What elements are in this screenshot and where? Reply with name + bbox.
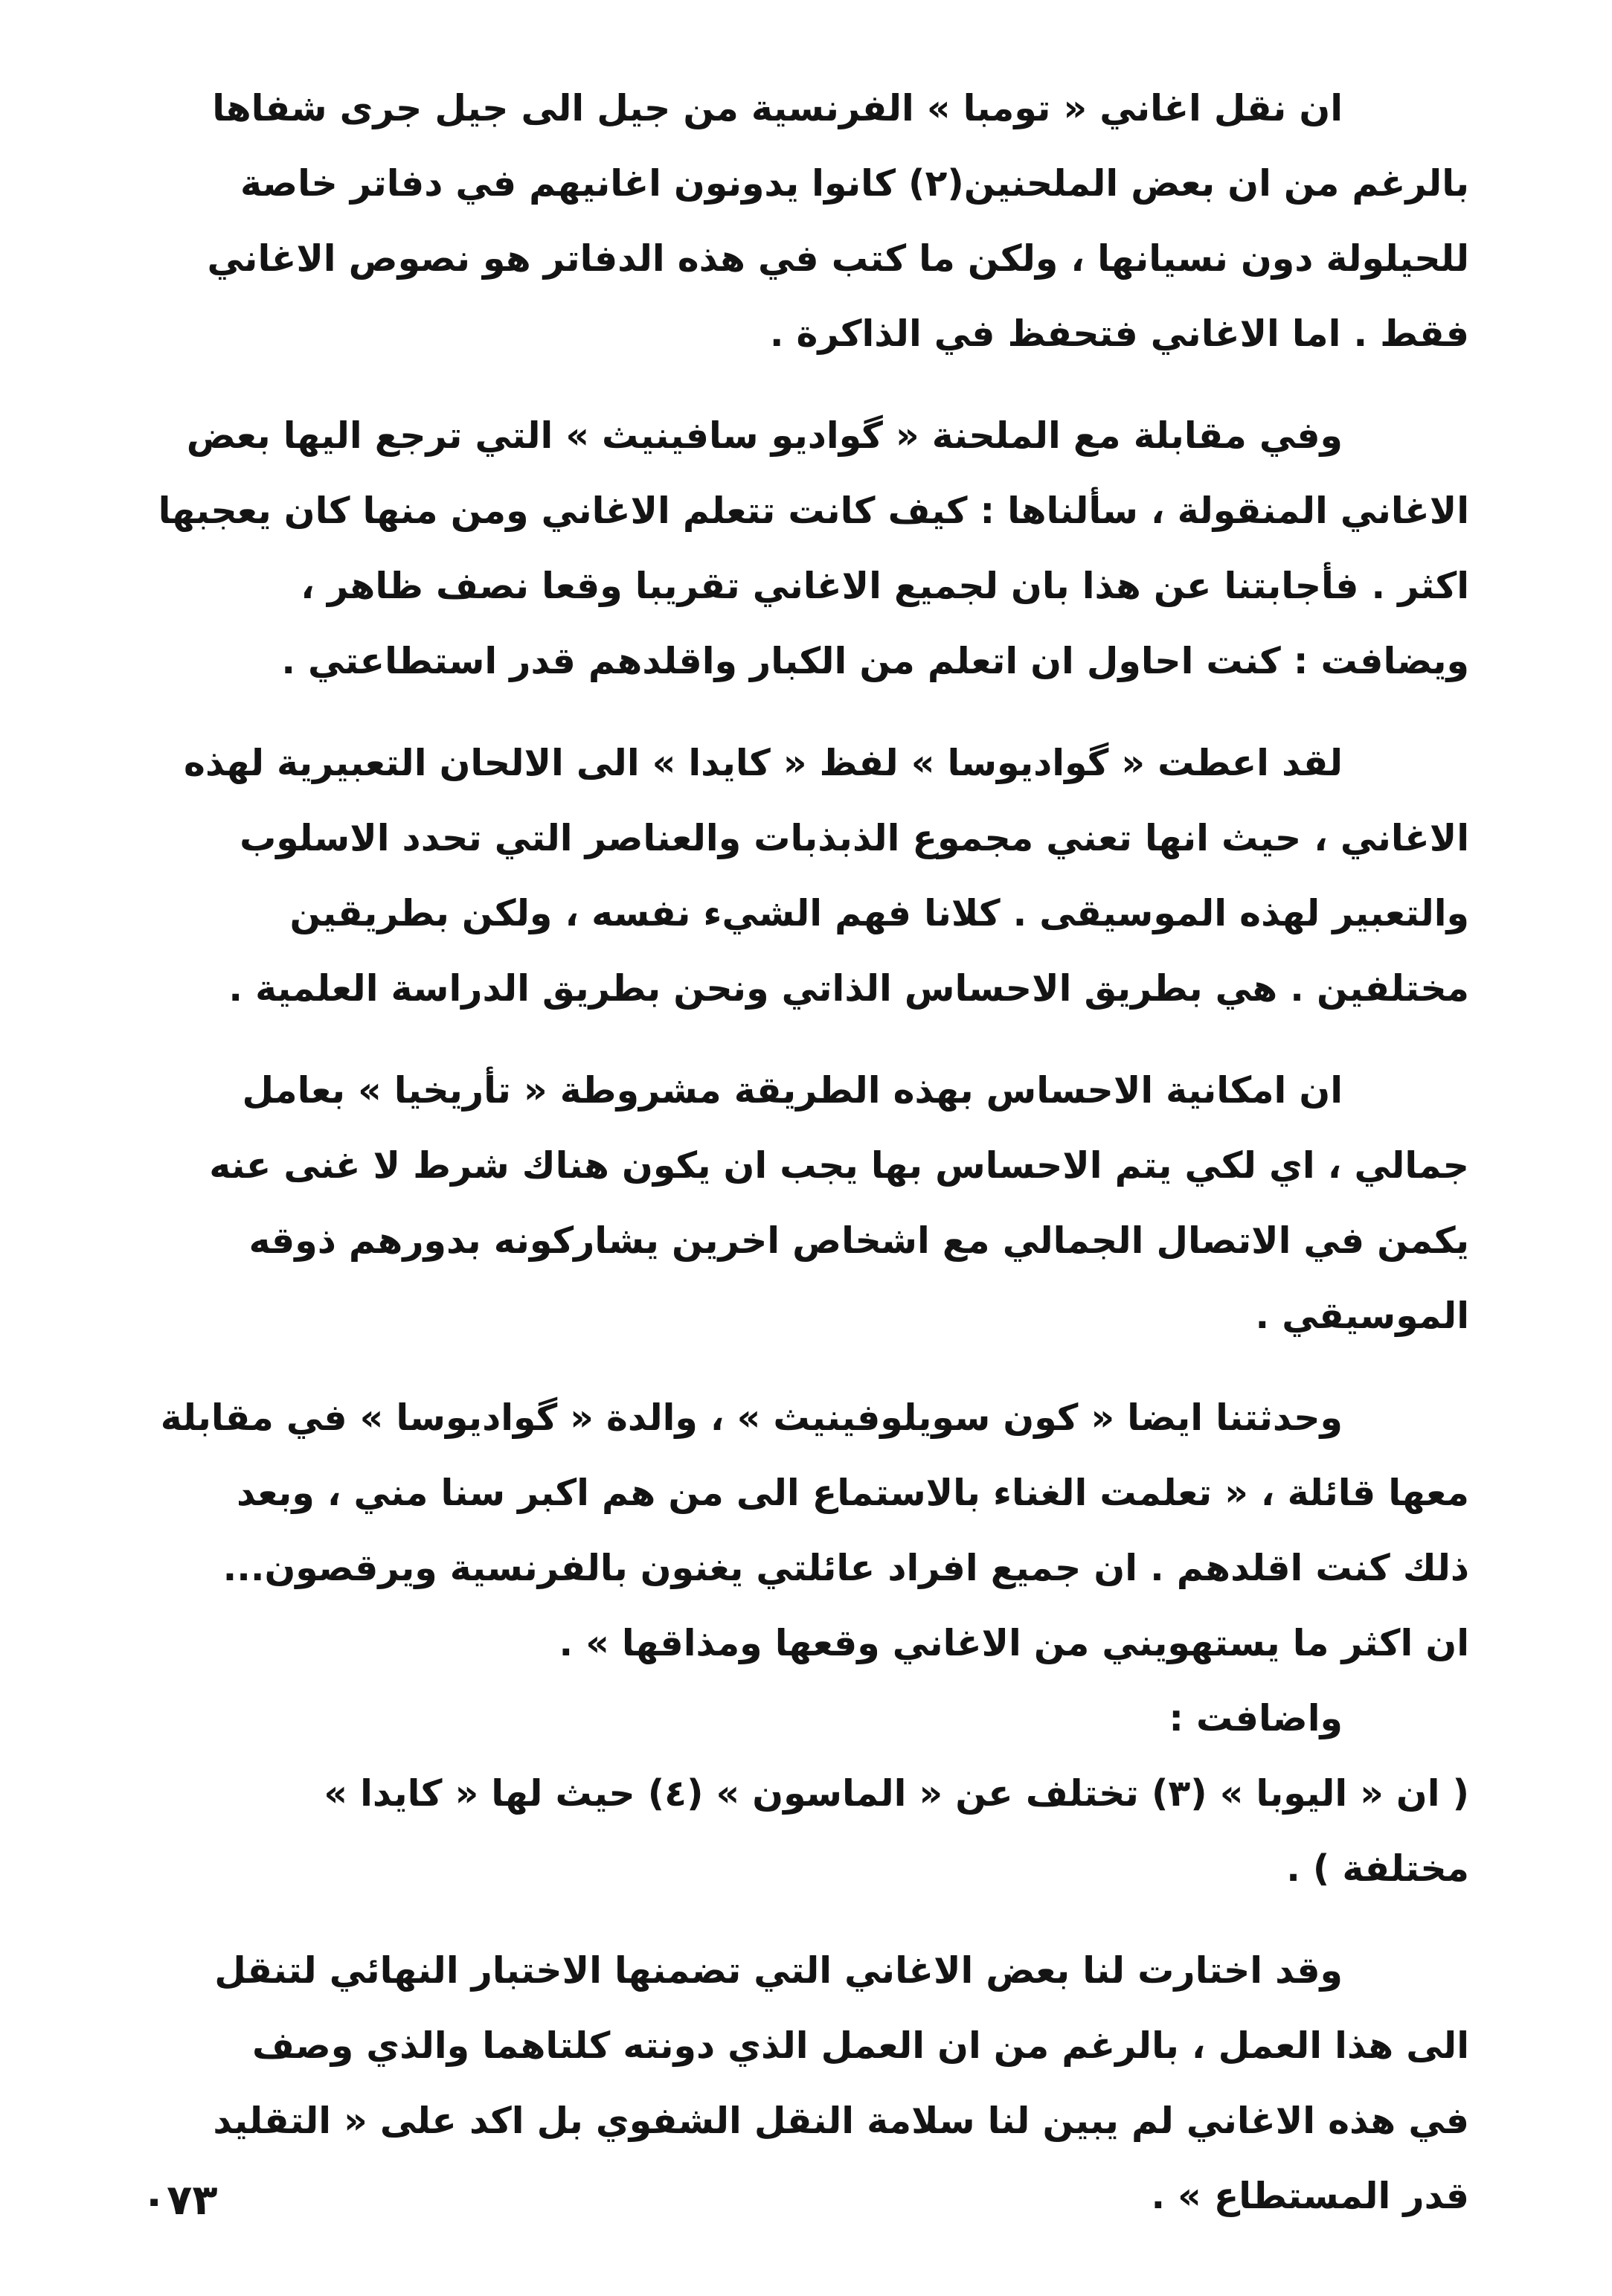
text-line: الموسيقي . [1255, 1295, 1469, 1337]
text-line: فقط . اما الاغاني فتحفظ في الذاكرة . [769, 312, 1469, 355]
text-line: قدر المستطاع » . [1151, 2175, 1469, 2217]
page-number: ٠٧٣ [141, 2176, 218, 2225]
text-line: ان نقل اغاني « تومبا » الفرنسية من جيل الى جيل جرى شفاها [212, 87, 1343, 129]
paragraph-8 [145, 1933, 1469, 2234]
text-line: جمالي ، اي لكي يتم الاحساس بها يجب ان يكون هناك شرط لا غنى عنه [209, 1144, 1469, 1187]
text-line: ويضافت : كنت احاول ان اتعلم من الكبار واقلدهم قدر استطاعتي . [281, 640, 1469, 682]
text-line: وفي مقابلة مع الملحنة « گواديو سافينيث » التي ترجع اليها بعض [186, 414, 1343, 457]
text-line: وقد اختارت لنا بعض الاغاني التي تضمنها الاختبار النهائي لتنقل [214, 1949, 1343, 1992]
text-line: الاغاني ، حيث انها تعني مجموع الذبذبات والعناصر التي تحدد الاسلوب [240, 817, 1469, 859]
text-line: الاغاني المنقولة ، سألناها : كيف كانت تتعلم الاغاني ومن منها كان يعجبها [158, 490, 1469, 532]
paragraph-spacer [145, 1026, 1469, 1053]
text-line: للحيلولة دون نسيانها ، ولكن ما كتب في هذه الدفاتر هو نصوص الاغاني [207, 237, 1469, 280]
paragraph-6 [145, 1681, 1469, 1756]
paragraph-1 [145, 71, 1469, 371]
text-line: مختلفة ) . [1286, 1847, 1469, 1890]
paragraph-spacer [145, 371, 1469, 398]
paragraph-spacer [145, 1906, 1469, 1933]
text-line: الى هذا العمل ، بالرغم من ان العمل الذي دونته كلتاهما والذي وصف [252, 2024, 1469, 2067]
text-line: في هذه الاغاني لم يبين لنا سلامة النقل الشفوي بل اكد على « التقليد [213, 2100, 1469, 2142]
text-line: واضافت : [1169, 1697, 1343, 1739]
paragraph-5 [145, 1380, 1469, 1681]
text-line: يكمن في الاتصال الجمالي مع اشخاص اخرين يشاركونه بدورهم ذوقه [248, 1219, 1469, 1262]
text-line: ان اكثر ما يستهويني من الاغاني وقعها ومذاقها » . [559, 1622, 1469, 1664]
text-line: ( ان « اليوبا » (٣) تختلف عن « الماسون » (٤) حيث لها « كايدا » [324, 1772, 1469, 1815]
text-line: اكثر . فأجابتنا عن هذا بان لجميع الاغاني تقريبا وقعا نصف ظاهر ، [301, 565, 1469, 607]
paragraph-2 [145, 398, 1469, 699]
text-line: والتعبير لهذه الموسيقى . كلانا فهم الشيء نفسه ، ولكن بطريقين [289, 892, 1469, 934]
text-line: لقد اعطت « گواديوسا » لفظ « كايدا » الى الالحان التعبيرية لهذه [184, 742, 1343, 784]
text-line: معها قائلة ، « تعلمت الغناء بالاستماع الى من هم اكبر سنا مني ، وبعد [236, 1472, 1469, 1514]
paragraph-3 [145, 725, 1469, 1026]
text-line: بالرغم من ان بعض الملحنين(٢) كانوا يدونون اغانيهم في دفاتر خاصة [240, 162, 1469, 205]
text-line: ذلك كنت اقلدهم . ان جميع افراد عائلتي يغنون بالفرنسية ويرقصون... [222, 1547, 1469, 1589]
page-text [145, 71, 1469, 2228]
paragraph-spacer [145, 1353, 1469, 1380]
text-line: ان امكانية الاحساس بهذه الطريقة مشروطة « تأريخيا » بعامل [242, 1069, 1343, 1112]
text-line: مختلفين . هي بطريق الاحساس الذاتي ونحن بطريق الدراسة العلمية . [228, 967, 1469, 1010]
paragraph-spacer [145, 699, 1469, 725]
paragraph-4 [145, 1053, 1469, 1353]
text-line: وحدثتنا ايضا « كون سويلوفينيث » ، والدة « گواديوسا » في مقابلة [160, 1396, 1343, 1439]
paragraph-7 [145, 1756, 1469, 1906]
